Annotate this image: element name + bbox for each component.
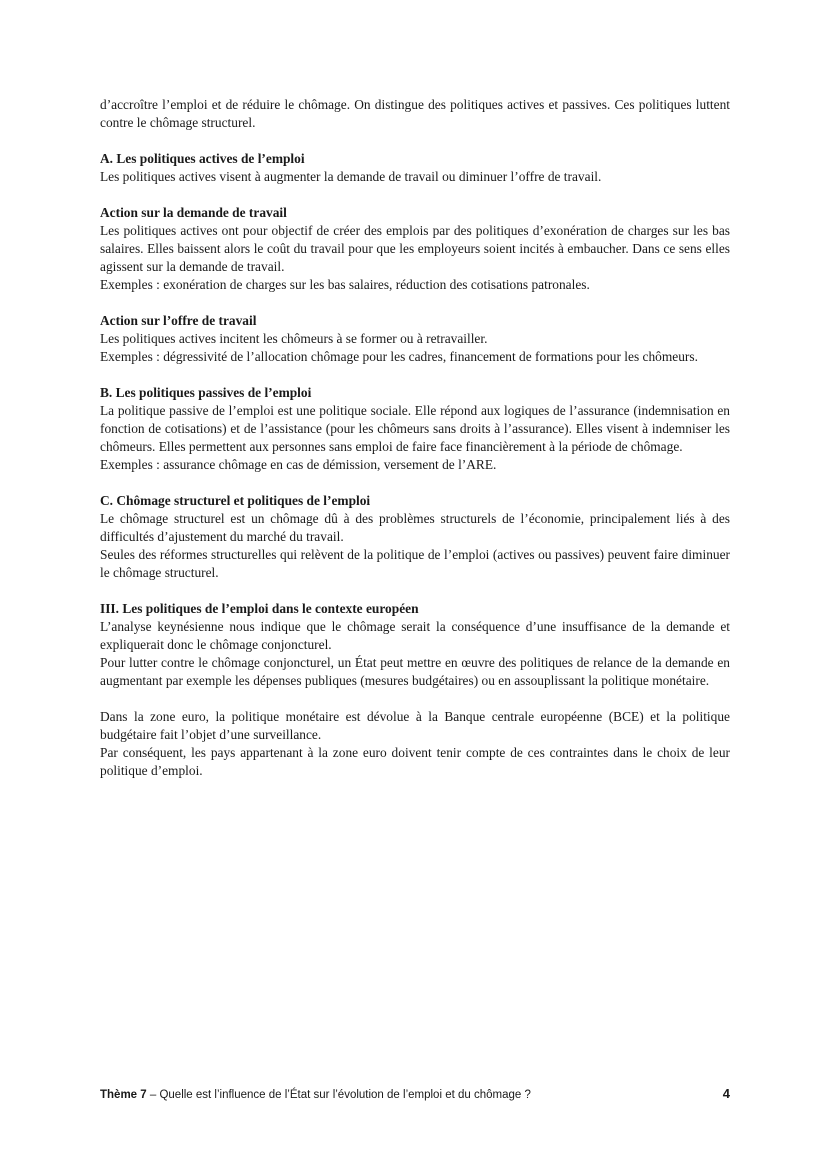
section-a [100,150,730,186]
demande-section [100,204,730,294]
section-c-heading: C. Chômage structurel et politiques de l’emploi [100,493,371,508]
section-iii-paragraph-4: Par conséquent, les pays appartenant à la zone euro doivent tenir compte de ces contraintes dans le choix de leur politique d’emploi. [100,745,730,778]
page-number: 4 [722,1086,730,1101]
offre-heading: Action sur l’offre de travail [100,313,257,328]
section-a-paragraph: Les politiques actives visent à augmenter la demande de travail ou diminuer l’offre de travail. [100,169,602,184]
section-c-paragraph-1: Le chômage structurel est un chômage dû à des problèmes structurels de l’économie, principalement liés à des difficultés d’ajustement du marché du travail. [100,511,730,544]
document-body [100,96,730,798]
section-iii [100,600,730,690]
offre-paragraph: Les politiques actives incitent les chômeurs à se former ou à retravailler. [100,331,488,346]
footer-theme: Thème 7 [100,1089,147,1101]
section-c [100,492,730,582]
section-iii-paragraph-2: Pour lutter contre le chômage conjoncturel, un État peut mettre en œuvre des politiques de relance de la demande en augmentant par exemple les dépenses publiques (mesures budgétaires) ou en assouplissant la politique monétaire. [100,655,730,688]
section-iii-paragraph-3: Dans la zone euro, la politique monétaire est dévolue à la Banque centrale européenne (BCE) et la politique budgétaire fait l’objet d’une surveillance. [100,709,730,742]
demande-heading: Action sur la demande de travail [100,205,287,220]
demande-paragraph: Les politiques actives ont pour objectif de créer des emplois par des politiques d’exonération de charges sur les bas salaires. Elles baissent alors le coût du travail pour que les employeurs soient incités à embaucher. Dans ce sens elles agissent sur la demande de travail. [100,223,730,274]
section-iii-paragraph-1: L’analyse keynésienne nous indique que le chômage serait la conséquence d’une insuffisance de la demande et expliquerait donc le chômage conjoncturel. [100,619,730,652]
intro-section [100,96,730,132]
section-iii-heading: III. Les politiques de l’emploi dans le contexte européen [100,601,419,616]
intro-paragraph: d’accroître l’emploi et de réduire le chômage. On distingue des politiques actives et passives. Ces politiques luttent contre le chômage structurel. [100,97,730,130]
demande-examples: Exemples : exonération de charges sur les bas salaires, réduction des cotisations patronales. [100,277,590,292]
euro-zone-section [100,708,730,780]
footer-question: – Quelle est l’influence de l’État sur l’évolution de l’emploi et du chômage ? [146,1089,531,1101]
section-b-examples: Exemples : assurance chômage en cas de démission, versement de l’ARE. [100,457,497,472]
section-b [100,384,730,474]
footer-title [100,1087,531,1103]
offre-section [100,312,730,366]
section-a-heading: A. Les politiques actives de l’emploi [100,151,305,166]
page-footer [100,1086,730,1103]
section-b-paragraph: La politique passive de l’emploi est une politique sociale. Elle répond aux logiques de l’assurance (indemnisation en fonction de cotisations) et de l’assistance (pour les chômeurs sans droits à l’assurance). Elles visent à indemniser les chômeurs. Elles permettent aux personnes sans emploi de faire face financièrement à la période de chômage. [100,403,730,454]
section-b-heading: B. Les politiques passives de l’emploi [100,385,312,400]
offre-examples: Exemples : dégressivité de l’allocation chômage pour les cadres, financement de formations pour les chômeurs. [100,349,698,364]
section-c-paragraph-2: Seules des réformes structurelles qui relèvent de la politique de l’emploi (actives ou passives) peuvent faire diminuer le chômage structurel. [100,547,730,580]
